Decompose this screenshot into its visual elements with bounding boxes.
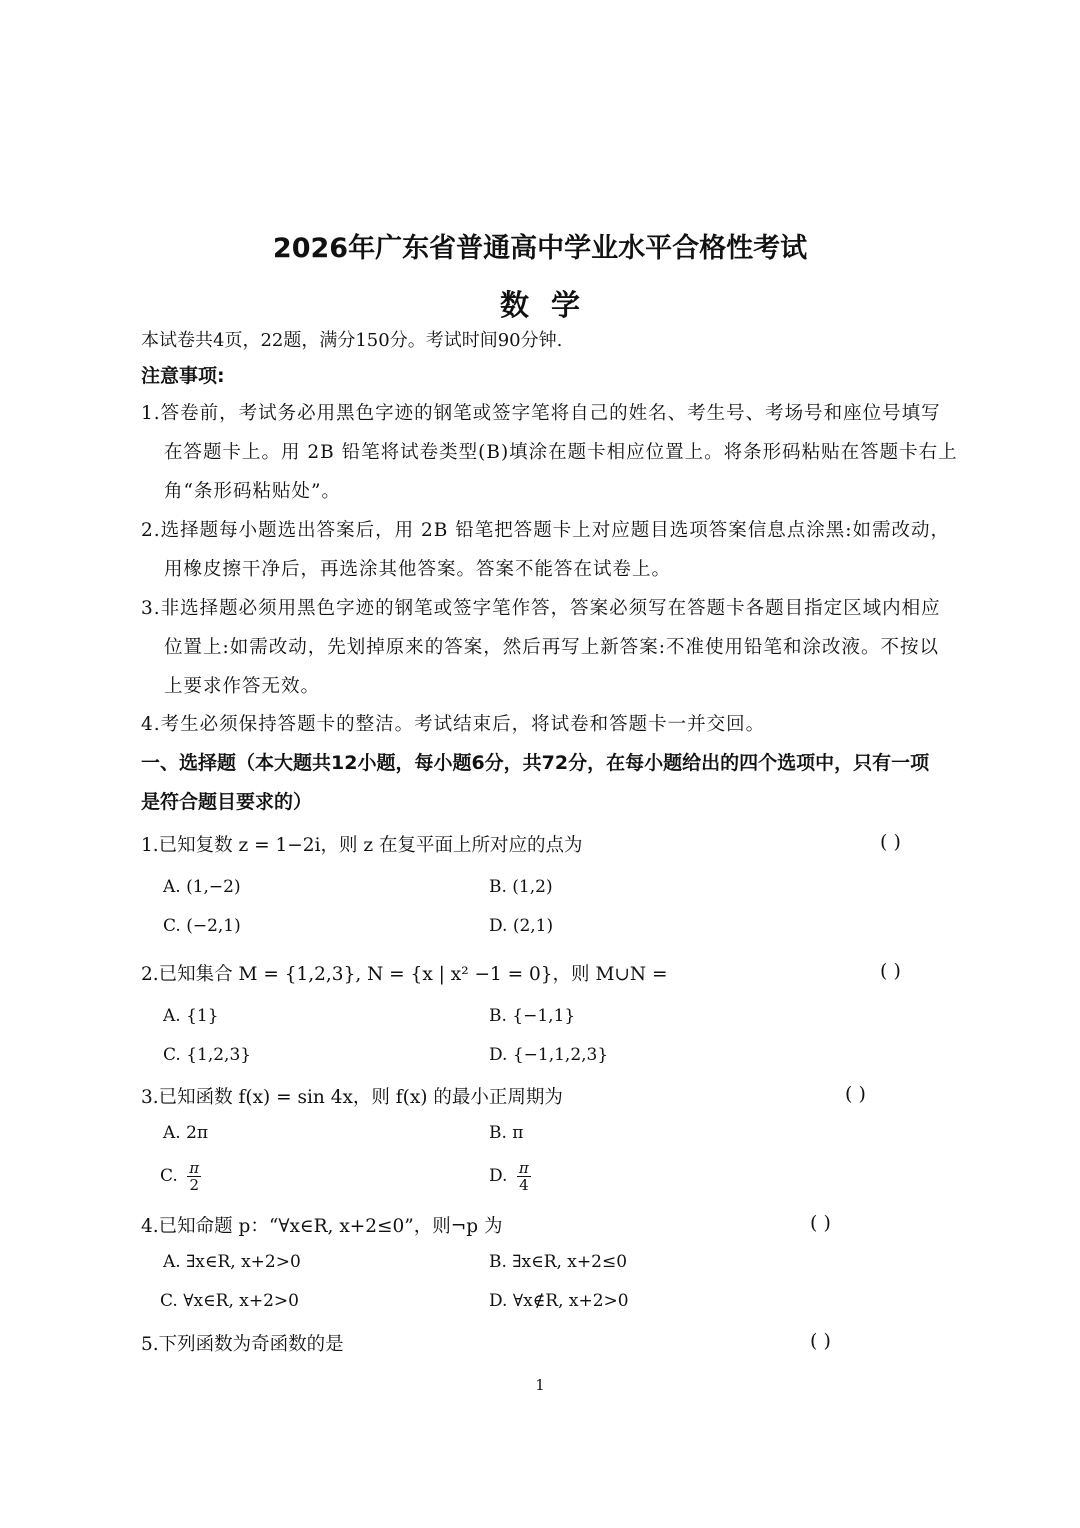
question-2-stem: 2.已知集合 M = {1,2,3}, N = {x | x² −1 = 0}，则 M∪N = bbox=[141, 964, 668, 985]
notice-line: 4.考生必须保持答题卡的整洁。考试结束后，将试卷和答题卡一并交回。 bbox=[141, 714, 766, 735]
option-a: A. (1,−2) bbox=[163, 877, 241, 897]
fraction-denominator: 4 bbox=[519, 1176, 529, 1194]
option-d: D. (2,1) bbox=[489, 916, 554, 936]
option-c: C. (−2,1) bbox=[163, 916, 241, 936]
notice-line: 1.答卷前，考试务必用黑色字迹的钢笔或签字笔将自己的姓名、考生号、考场号和座位号填写 bbox=[141, 403, 941, 424]
question-4-stem: 4.已知命题 p：“∀x∈R, x+2≤0”，则¬p 为 bbox=[141, 1216, 503, 1237]
notice-line: 在答题卡上。用 2B 铅笔将试卷类型(B)填涂在题卡相应位置上。将条形码粘贴在答题卡右上 bbox=[164, 442, 958, 463]
question-5-stem: 5.下列函数为奇函数的是 bbox=[141, 1334, 344, 1355]
fraction bbox=[517, 1160, 531, 1193]
option-a: A. 2π bbox=[163, 1123, 209, 1143]
option-c bbox=[160, 1160, 201, 1193]
option-d: D. ∀x∉R, x+2>0 bbox=[489, 1291, 629, 1311]
section-heading-cont: 是符合题目要求的） bbox=[141, 791, 313, 813]
option-a: A. {1} bbox=[163, 1006, 219, 1026]
answer-bracket: ( ) bbox=[880, 960, 901, 982]
option-b: B. {−1,1} bbox=[489, 1006, 576, 1026]
subject-title: 数学 bbox=[499, 288, 602, 322]
option-b: B. (1,2) bbox=[489, 877, 553, 897]
option-label: C. bbox=[160, 1166, 178, 1186]
notice-line: 2.选择题每小题选出答案后，用 2B 铅笔把答题卡上对应题目选项答案信息点涂黑:如需改动， bbox=[141, 520, 951, 541]
notice-line: 3.非选择题必须用黑色字迹的钢笔或签字笔作答，答案必须写在答题卡各题目指定区域内相应 bbox=[141, 598, 941, 619]
fraction-numerator: π bbox=[189, 1159, 200, 1177]
option-a: A. ∃x∈R, x+2>0 bbox=[163, 1252, 301, 1272]
answer-bracket: ( ) bbox=[810, 1330, 831, 1352]
answer-bracket: ( ) bbox=[810, 1212, 831, 1234]
question-1-stem: 1.已知复数 z = 1−2i，则 z 在复平面上所对应的点为 bbox=[141, 835, 583, 856]
answer-bracket: ( ) bbox=[845, 1083, 866, 1105]
option-b: B. ∃x∈R, x+2≤0 bbox=[489, 1252, 628, 1272]
option-c: C. {1,2,3} bbox=[163, 1045, 252, 1065]
notice-line: 角“条形码粘贴处”。 bbox=[164, 481, 341, 502]
section-heading: 一、选择题（本大题共12小题，每小题6分，共72分，在每小题给出的四个选项中，只有一项 bbox=[141, 752, 930, 774]
fraction-denominator: 2 bbox=[189, 1176, 199, 1194]
fraction bbox=[187, 1160, 201, 1193]
fraction-numerator: π bbox=[518, 1159, 529, 1177]
option-c: C. ∀x∈R, x+2>0 bbox=[160, 1291, 299, 1311]
notice-heading: 注意事项: bbox=[141, 365, 225, 387]
page-number: 1 bbox=[535, 1376, 545, 1394]
option-d: D. {−1,1,2,3} bbox=[489, 1045, 609, 1065]
answer-bracket: ( ) bbox=[880, 831, 901, 853]
notice-line: 位置上:如需改动，先划掉原来的答案，然后再写上新答案:不准使用铅笔和涂改液。不按以 bbox=[164, 637, 939, 658]
question-3-stem: 3.已知函数 f(x) = sin 4x，则 f(x) 的最小正周期为 bbox=[141, 1087, 563, 1108]
option-label: D. bbox=[489, 1166, 508, 1186]
option-b: B. π bbox=[489, 1123, 524, 1143]
exam-title: 2026年广东省普通高中学业水平合格性考试 bbox=[272, 233, 808, 264]
notice-line: 用橡皮擦干净后，再选涂其他答案。答案不能答在试卷上。 bbox=[164, 559, 672, 580]
exam-intro: 本试卷共4页，22题，满分150分。考试时间90分钟. bbox=[141, 330, 563, 351]
notice-line: 上要求作答无效。 bbox=[164, 676, 321, 697]
option-d bbox=[489, 1160, 531, 1193]
